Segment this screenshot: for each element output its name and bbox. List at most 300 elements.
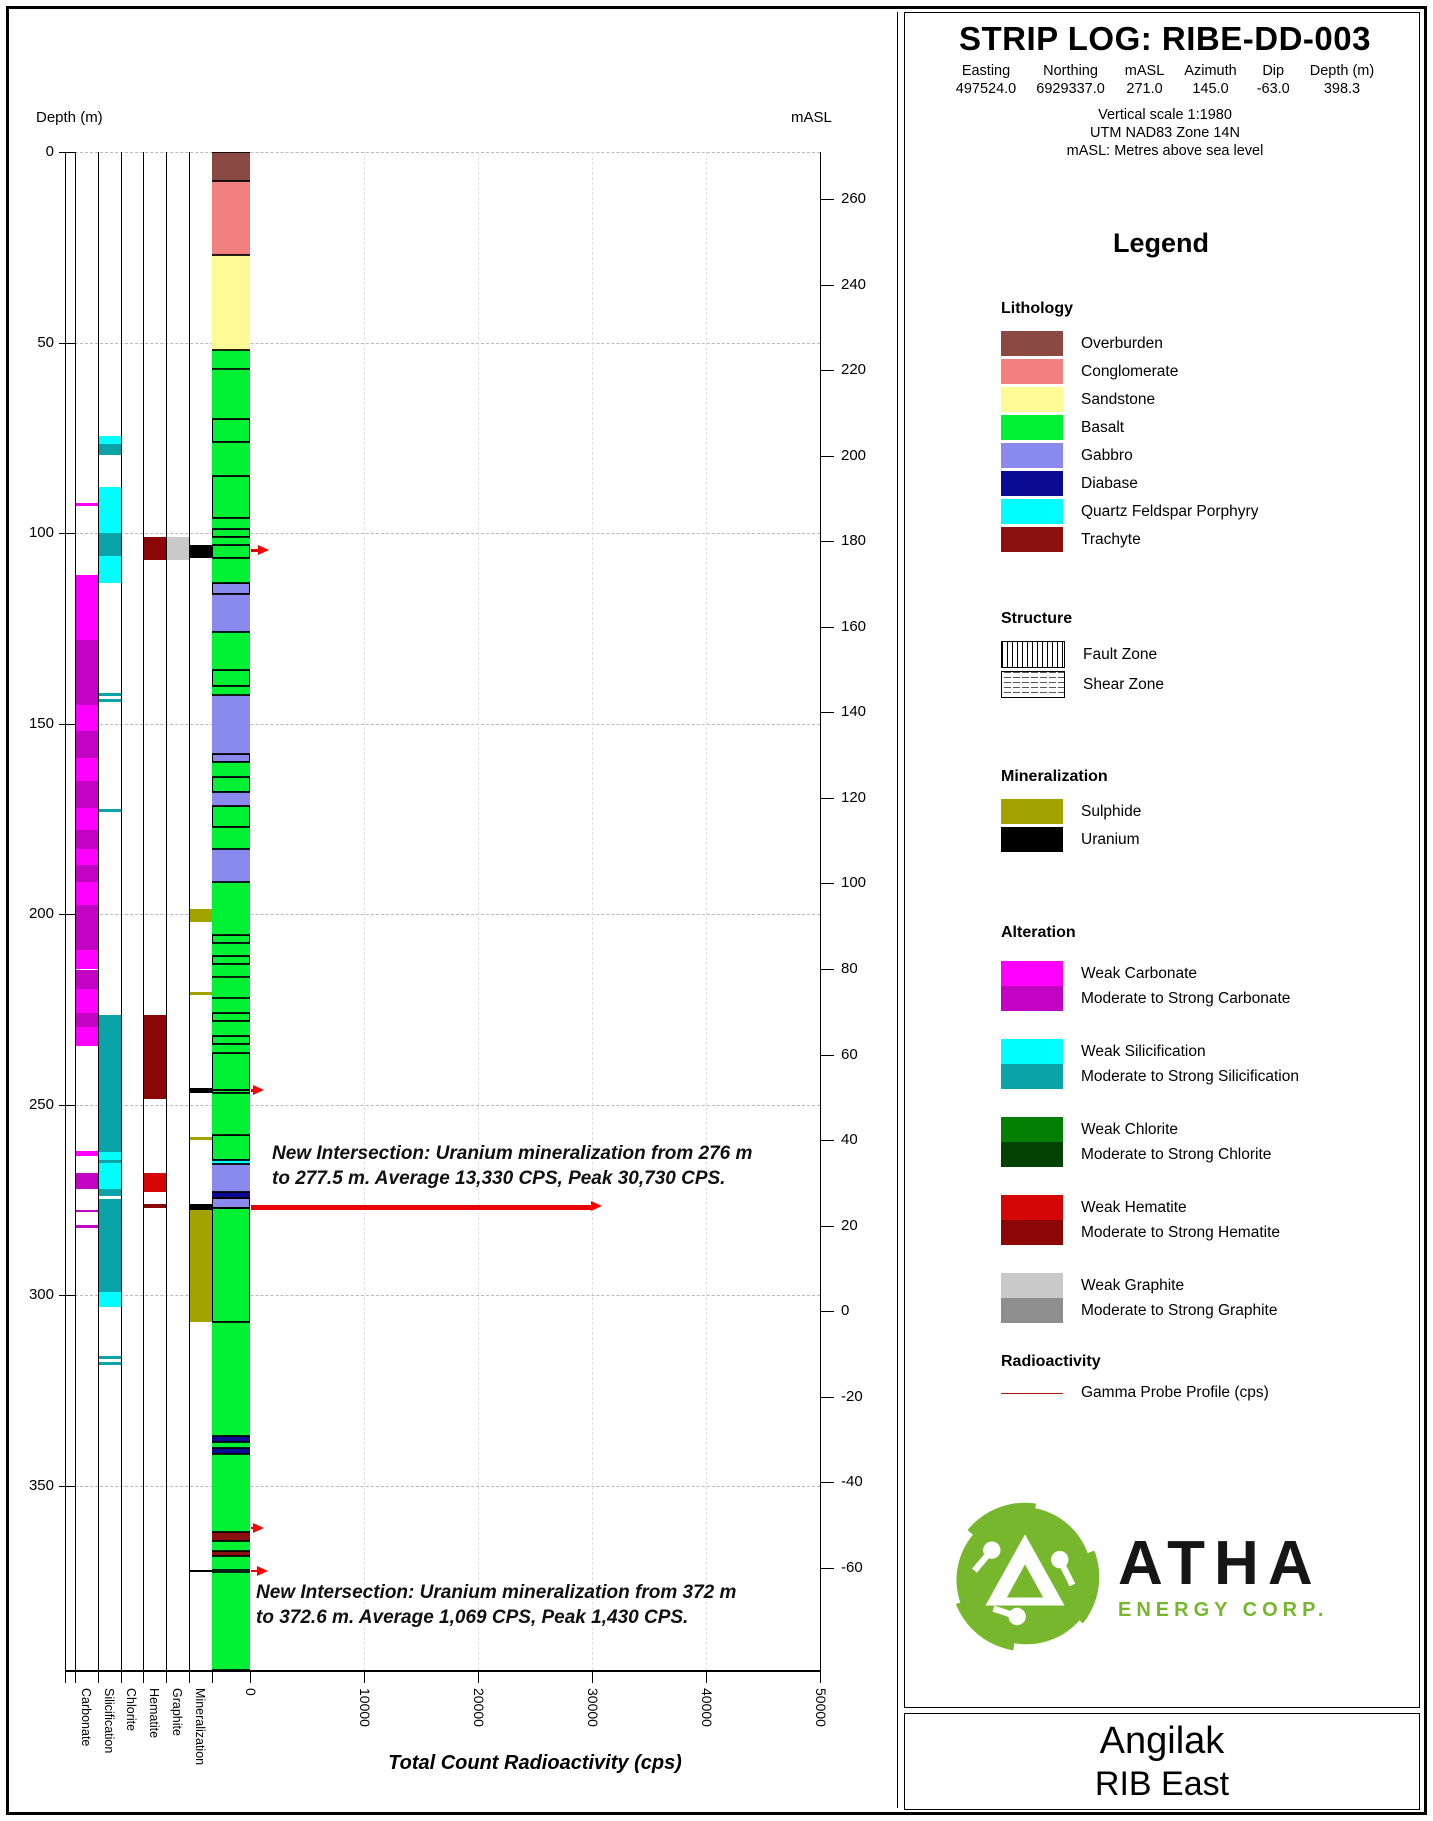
legend-item xyxy=(1001,443,1406,468)
project-title-box xyxy=(904,1713,1420,1810)
silicification-interval xyxy=(99,1362,121,1365)
gamma-peak-arrow xyxy=(258,545,269,555)
legend-pair-labels xyxy=(1081,1117,1271,1167)
lithology-interval-gabbro xyxy=(212,849,250,881)
depth-tick xyxy=(59,1295,75,1296)
legend-strong-label: Moderate to Strong Graphite xyxy=(1081,1301,1278,1319)
column-tick xyxy=(98,1670,99,1683)
legend-swatch xyxy=(1001,799,1063,824)
legend-swatch xyxy=(1001,641,1065,668)
cps-gridline xyxy=(592,152,593,1670)
hole-info-field xyxy=(1184,62,1236,98)
mineralization-interval-sulphide xyxy=(190,992,212,995)
column-label-hematite: Hematite xyxy=(146,1688,161,1739)
legend-swatch-weak xyxy=(1001,1273,1063,1298)
legend-item-label: Gabbro xyxy=(1081,446,1133,464)
legend-swatch-strong xyxy=(1001,1298,1063,1323)
column-tick xyxy=(189,1670,190,1683)
legend-swatch xyxy=(1001,387,1063,412)
legend-item xyxy=(1001,415,1406,440)
legend-pair-labels xyxy=(1081,1273,1277,1323)
gamma-peak-arrow xyxy=(253,1085,264,1095)
legend-item-label: Conglomerate xyxy=(1081,362,1179,380)
gamma-baseline xyxy=(251,181,253,1670)
note-line: UTM NAD83 Zone 14N xyxy=(1090,125,1240,141)
lithology-interval-basalt xyxy=(212,670,250,685)
lithology-interval-basalt xyxy=(212,935,250,943)
lithology-interval-basalt xyxy=(212,350,250,369)
carbonate-interval xyxy=(76,640,98,705)
depth-tick-label: 200 xyxy=(28,905,54,923)
carbonate-interval xyxy=(76,575,98,640)
gamma-peak-arrow xyxy=(257,1566,268,1576)
gamma-line-sample xyxy=(1001,1393,1063,1394)
silicification-interval xyxy=(99,1199,121,1291)
masl-tick xyxy=(820,969,834,970)
lithology-interval-basalt xyxy=(212,632,250,670)
legend-weak-label: Weak Hematite xyxy=(1081,1198,1187,1216)
legend-item-label: Trachyte xyxy=(1081,530,1141,548)
lithology-interval-basalt xyxy=(212,1013,250,1021)
lithology-interval-basalt xyxy=(212,476,250,518)
legend-pair-labels xyxy=(1081,1195,1280,1245)
depth-tick-label: 350 xyxy=(28,1476,54,1494)
masl-tick xyxy=(820,883,834,884)
masl-tick-label: 20 xyxy=(841,1216,858,1234)
masl-tick xyxy=(820,456,834,457)
masl-tick-label: 200 xyxy=(841,446,867,464)
masl-tick xyxy=(820,1140,834,1141)
masl-tick-label: 220 xyxy=(841,361,867,379)
column-line xyxy=(143,152,144,1670)
legend-item xyxy=(1001,471,1406,496)
legend-swatch-strong xyxy=(1001,1142,1063,1167)
legend-item xyxy=(1001,1384,1406,1402)
bottom-axis-line xyxy=(65,1670,821,1672)
field-value: 6929337.0 xyxy=(1036,81,1105,97)
depth-tick xyxy=(59,914,75,915)
column-tick xyxy=(75,1670,76,1683)
legend-title: Legend xyxy=(1112,228,1209,258)
masl-tick-label: 120 xyxy=(841,788,867,806)
mineralization-interval-uranium xyxy=(190,545,212,558)
masl-tick xyxy=(820,1482,834,1483)
legend-section-title: Radioactivity xyxy=(1001,1353,1101,1370)
masl-axis-title: mASL xyxy=(791,109,832,126)
lithology-interval-gabbro xyxy=(212,754,250,762)
masl-tick-label: 260 xyxy=(841,190,867,208)
annotation-line: New Intersection: Uranium mineralization from 372 m xyxy=(256,1582,737,1603)
hematite-interval xyxy=(144,537,166,560)
masl-tick xyxy=(820,627,834,628)
silicification-interval xyxy=(99,699,121,702)
masl-tick-label: 100 xyxy=(841,874,867,892)
lithology-interval-basalt xyxy=(212,686,250,696)
carbonate-interval xyxy=(76,1210,98,1213)
mineralization-interval-uranium xyxy=(190,1570,212,1573)
legend-item xyxy=(1001,799,1406,824)
cps-tick xyxy=(706,1670,707,1683)
lithology-interval-sandstone xyxy=(212,255,250,350)
lithology-interval-basalt xyxy=(212,1572,250,1670)
carbonate-interval xyxy=(76,781,98,808)
carbonate-interval xyxy=(76,731,98,758)
legend-section-title: Mineralization xyxy=(1001,768,1108,785)
legend-swatch xyxy=(1001,471,1063,496)
intersection-annotation xyxy=(272,1141,752,1191)
legend-item-label: Gamma Probe Profile (cps) xyxy=(1081,1384,1269,1401)
carbonate-interval xyxy=(76,989,98,1014)
legend-swatch xyxy=(1001,827,1063,852)
masl-tick-label: -20 xyxy=(841,1387,863,1405)
cps-tick-label: 30000 xyxy=(585,1688,601,1727)
carbonate-interval xyxy=(76,849,98,864)
legend-pair-swatches xyxy=(1001,1273,1063,1323)
legend-swatch xyxy=(1001,527,1063,552)
lithology-interval-basalt xyxy=(212,827,250,850)
legend-weak-label: Weak Silicification xyxy=(1081,1042,1206,1060)
lithology-interval-basalt xyxy=(212,1044,250,1054)
depth-axis-title: Depth (m) xyxy=(36,109,103,126)
cps-tick-label: 10000 xyxy=(357,1688,373,1727)
masl-tick-label: 40 xyxy=(841,1131,858,1149)
legend-item xyxy=(1001,641,1406,668)
legend-pair-swatches xyxy=(1001,961,1063,1011)
page-title: STRIP LOG: RIBE-DD-003 xyxy=(959,20,1371,57)
legend-weak-label: Weak Carbonate xyxy=(1081,964,1198,982)
lithology-interval-gabbro xyxy=(212,1164,250,1193)
field-value: 271.0 xyxy=(1126,81,1163,97)
legend-swatch-strong xyxy=(1001,1064,1063,1089)
legend-item xyxy=(1001,331,1406,356)
masl-tick xyxy=(820,370,834,371)
masl-tick xyxy=(820,1311,834,1312)
lithology-interval-basalt xyxy=(212,943,250,956)
field-value: 145.0 xyxy=(1192,81,1229,97)
lithology-interval-basalt xyxy=(212,1093,250,1135)
legend-item-label: Fault Zone xyxy=(1083,645,1158,663)
masl-tick xyxy=(820,285,834,286)
legend-swatch-weak xyxy=(1001,1195,1063,1220)
column-line xyxy=(166,152,167,1670)
legend-strong-label: Moderate to Strong Chlorite xyxy=(1081,1145,1272,1163)
legend-alteration-pair xyxy=(1001,1039,1406,1089)
lithology-interval-basalt xyxy=(212,1135,250,1160)
hole-info-field xyxy=(956,62,1016,98)
annotation-line: New Intersection: Uranium mineralization from 276 m xyxy=(272,1143,753,1164)
lithology-interval-gabbro xyxy=(212,792,250,805)
depth-tick xyxy=(59,343,75,344)
gamma-peak-arrow xyxy=(591,1201,602,1211)
legend-item xyxy=(1001,527,1406,552)
note-line: Vertical scale 1:1980 xyxy=(1098,107,1232,123)
silicification-interval xyxy=(99,1189,121,1197)
legend-item xyxy=(1001,387,1406,412)
note-line: mASL: Metres above sea level xyxy=(1066,143,1264,159)
legend-item-label: Diabase xyxy=(1081,474,1138,492)
depth-tick-label: 0 xyxy=(45,143,54,160)
field-label: mASL xyxy=(1124,63,1165,79)
cps-gridline xyxy=(364,152,365,1670)
legend-item xyxy=(1001,499,1406,524)
lithology-interval-basalt xyxy=(212,806,250,827)
column-label-carbonate: Carbonate xyxy=(78,1688,93,1747)
lithology-interval-basalt xyxy=(212,777,250,792)
lithology-interval-basalt xyxy=(212,1556,250,1569)
cps-gridline xyxy=(706,152,707,1670)
carbonate-interval xyxy=(76,905,98,951)
legend-pair-labels xyxy=(1081,961,1290,1011)
lithology-interval-basalt xyxy=(212,882,250,935)
field-value: -63.0 xyxy=(1256,81,1290,97)
masl-tick-label: -40 xyxy=(841,1473,863,1491)
depth-tick-label: 50 xyxy=(37,333,54,351)
gamma-peak-arrow xyxy=(253,1523,264,1533)
annotation-line: to 372.6 m. Average 1,069 CPS, Peak 1,430 CPS. xyxy=(256,1607,689,1628)
silicification-interval xyxy=(99,436,121,444)
legend-item-label: Overburden xyxy=(1081,334,1163,352)
legend-item-label: Basalt xyxy=(1081,418,1125,436)
hematite-interval xyxy=(144,1015,166,1099)
carbonate-interval xyxy=(76,705,98,732)
cps-tick xyxy=(364,1670,365,1683)
carbonate-interval xyxy=(76,830,98,849)
lithology-interval-basalt xyxy=(212,529,250,537)
legend-swatch-weak xyxy=(1001,1039,1063,1064)
depth-tick xyxy=(59,1105,75,1106)
lithology-interval-basalt xyxy=(212,1021,250,1036)
legend-pair-swatches xyxy=(1001,1117,1063,1167)
legend-swatch-weak xyxy=(1001,1117,1063,1142)
lithology-interval-basalt xyxy=(212,762,250,777)
cps-tick xyxy=(250,1670,251,1683)
column-label-mineralization: Mineralization xyxy=(192,1688,207,1766)
depth-tick xyxy=(59,533,75,534)
masl-axis-line xyxy=(820,152,821,1670)
silicification-interval xyxy=(99,444,121,455)
column-tick xyxy=(121,1670,122,1683)
masl-tick xyxy=(820,1226,834,1227)
silicification-interval xyxy=(99,1292,121,1307)
lithology-interval-basalt xyxy=(212,558,250,583)
silicification-interval xyxy=(99,1163,121,1189)
lithology-interval-basalt xyxy=(212,1454,250,1532)
masl-tick xyxy=(820,1055,834,1056)
masl-tick-label: 60 xyxy=(841,1045,858,1063)
legend-item xyxy=(1001,359,1406,384)
lithology-interval-basalt xyxy=(212,1541,250,1551)
lithology-interval-trachyte xyxy=(212,1532,250,1542)
column-line xyxy=(65,152,66,1670)
silicification-interval xyxy=(99,1015,121,1152)
carbonate-interval xyxy=(76,865,98,882)
legend-swatch-weak xyxy=(1001,961,1063,986)
mineralization-interval-uranium xyxy=(190,1088,212,1094)
legend-alteration-pair xyxy=(1001,1273,1406,1323)
cps-axis-title: Total Count Radioactivity (cps) xyxy=(388,1752,682,1774)
legend-section-title: Alteration xyxy=(1001,924,1076,941)
title-block xyxy=(912,20,1418,160)
legend-item-label: Uranium xyxy=(1081,830,1140,848)
hole-info-fields xyxy=(912,62,1418,98)
mineralization-interval-uranium xyxy=(190,1204,212,1210)
masl-tick xyxy=(820,1568,834,1569)
legend-swatch xyxy=(1001,359,1063,384)
legend-item xyxy=(1001,671,1406,698)
lithology-interval-basalt xyxy=(212,369,250,419)
gamma-peak xyxy=(251,549,258,552)
field-label: Azimuth xyxy=(1184,63,1237,79)
hematite-interval xyxy=(144,1204,166,1208)
column-label-graphite: Graphite xyxy=(169,1688,184,1736)
hole-info-field xyxy=(1257,62,1290,98)
mineralization-interval-sulphide xyxy=(190,909,212,922)
lithology-interval-basalt xyxy=(212,545,250,558)
carbonate-interval xyxy=(76,950,98,969)
legend-alteration-pair xyxy=(1001,1195,1406,1245)
column-tick xyxy=(166,1670,167,1683)
hole-info-field xyxy=(1125,62,1165,98)
project-area: RIB East xyxy=(1094,1765,1230,1803)
column-line xyxy=(121,152,122,1670)
mineralization-interval-sulphide xyxy=(190,1210,212,1322)
masl-tick-label: 160 xyxy=(841,617,867,635)
atha-logo-icon xyxy=(946,1498,1104,1656)
legend-item-label: Quartz Feldspar Porphyry xyxy=(1081,502,1259,520)
carbonate-interval xyxy=(76,882,98,905)
column-tick xyxy=(143,1670,144,1683)
depth-tick-label: 250 xyxy=(28,1095,54,1113)
legend-swatch xyxy=(1001,499,1063,524)
logo-text xyxy=(1118,1528,1329,1622)
lithology-interval-gabbro xyxy=(212,1198,250,1208)
lithology-interval-gabbro xyxy=(212,583,250,594)
carbonate-interval xyxy=(76,970,98,989)
field-value: 398.3 xyxy=(1323,81,1361,97)
lithology-interval-basalt xyxy=(212,956,250,964)
masl-tick-label: -60 xyxy=(841,1558,863,1576)
masl-tick xyxy=(820,798,834,799)
depth-tick xyxy=(59,724,75,725)
column-label-chlorite: Chlorite xyxy=(124,1688,138,1732)
lithology-interval-basalt xyxy=(212,419,250,442)
depth-tick-label: 100 xyxy=(28,524,54,542)
legend-strong-label: Moderate to Strong Silicification xyxy=(1081,1067,1299,1085)
lithology-interval-gabbro xyxy=(212,594,250,632)
cps-tick xyxy=(478,1670,479,1683)
legend-item-label: Shear Zone xyxy=(1083,675,1164,693)
carbonate-interval xyxy=(76,503,98,507)
legend xyxy=(1001,300,1406,1405)
masl-tick xyxy=(820,199,834,200)
cps-tick xyxy=(592,1670,593,1683)
legend-swatch xyxy=(1001,443,1063,468)
legend-alteration-pair xyxy=(1001,961,1406,1011)
legend-strong-label: Moderate to Strong Carbonate xyxy=(1081,989,1291,1007)
hematite-interval xyxy=(144,1173,166,1192)
column-tick xyxy=(212,1670,213,1683)
carbonate-interval xyxy=(76,1027,98,1046)
masl-tick xyxy=(820,712,834,713)
lithology-interval-overburden xyxy=(212,152,250,181)
masl-tick xyxy=(820,541,834,542)
lithology-interval-basalt xyxy=(212,537,250,545)
lithology-interval-basalt xyxy=(212,1322,250,1436)
cps-tick xyxy=(820,1670,821,1683)
annotation-line: to 277.5 m. Average 13,330 CPS, Peak 30,730 CPS. xyxy=(272,1168,726,1189)
lithology-interval-basalt xyxy=(212,1036,250,1044)
legend-swatch xyxy=(1001,671,1065,698)
hole-info-field xyxy=(1036,62,1105,98)
legend-item-label: Sandstone xyxy=(1081,390,1156,408)
lithology-interval-basalt xyxy=(212,998,250,1013)
project-name: Angilak xyxy=(1099,1720,1225,1762)
depth-tick xyxy=(59,1486,75,1487)
graphite-interval xyxy=(167,537,189,560)
lithology-interval-gabbro xyxy=(212,695,250,754)
carbonate-interval xyxy=(76,1173,98,1188)
silicification-interval xyxy=(99,1152,121,1160)
hole-info-field xyxy=(1310,62,1374,98)
legend-pair-swatches xyxy=(1001,1039,1063,1089)
masl-tick-label: 180 xyxy=(841,532,867,550)
legend-strong-label: Moderate to Strong Hematite xyxy=(1081,1223,1281,1241)
masl-tick-label: 240 xyxy=(841,275,867,293)
field-label: Easting xyxy=(961,63,1011,79)
depth-tick-label: 150 xyxy=(28,714,54,732)
legend-swatch xyxy=(1001,415,1063,440)
legend-weak-label: Weak Graphite xyxy=(1081,1276,1185,1294)
field-value: 497524.0 xyxy=(955,81,1017,97)
cps-tick-label: 0 xyxy=(243,1688,259,1696)
legend-section-title: Structure xyxy=(1001,610,1073,627)
lithology-interval-conglomerate xyxy=(212,181,250,255)
field-label: Depth (m) xyxy=(1309,63,1375,79)
lithology-interval-basalt xyxy=(212,1053,250,1089)
silicification-interval xyxy=(99,533,121,556)
legend-swatch-strong xyxy=(1001,986,1063,1011)
silicification-interval xyxy=(99,693,121,696)
carbonate-interval xyxy=(76,758,98,781)
depth-tick xyxy=(59,152,75,153)
lithology-interval-basalt xyxy=(212,442,250,476)
field-label: Northing xyxy=(1043,63,1098,79)
lithology-interval-basalt xyxy=(212,518,250,529)
legend-item-label: Sulphide xyxy=(1081,802,1142,820)
legend-section-title: Lithology xyxy=(1001,300,1073,317)
silicification-interval xyxy=(99,487,121,533)
carbonate-interval xyxy=(76,808,98,831)
masl-tick-label: 0 xyxy=(841,1302,850,1320)
lithology-interval-basalt xyxy=(212,964,250,977)
mineralization-interval-sulphide xyxy=(190,1137,212,1140)
field-label: Dip xyxy=(1262,63,1285,79)
legend-item xyxy=(1001,827,1406,852)
legend-alteration-pair xyxy=(1001,1117,1406,1167)
masl-tick xyxy=(820,1397,834,1398)
logo-tagline: ENERGY CORP. xyxy=(1118,1598,1329,1621)
masl-tick-label: 140 xyxy=(841,703,867,721)
column-tick xyxy=(65,1670,66,1683)
silicification-interval xyxy=(99,1356,121,1359)
cps-tick-label: 40000 xyxy=(699,1688,715,1727)
logo-name: ATHA xyxy=(1118,1528,1322,1598)
intersection-annotation xyxy=(256,1580,736,1630)
atha-logo xyxy=(946,1498,1328,1656)
silicification-interval xyxy=(99,556,121,583)
carbonate-interval xyxy=(76,1013,98,1026)
depth-tick-label: 300 xyxy=(28,1286,54,1304)
